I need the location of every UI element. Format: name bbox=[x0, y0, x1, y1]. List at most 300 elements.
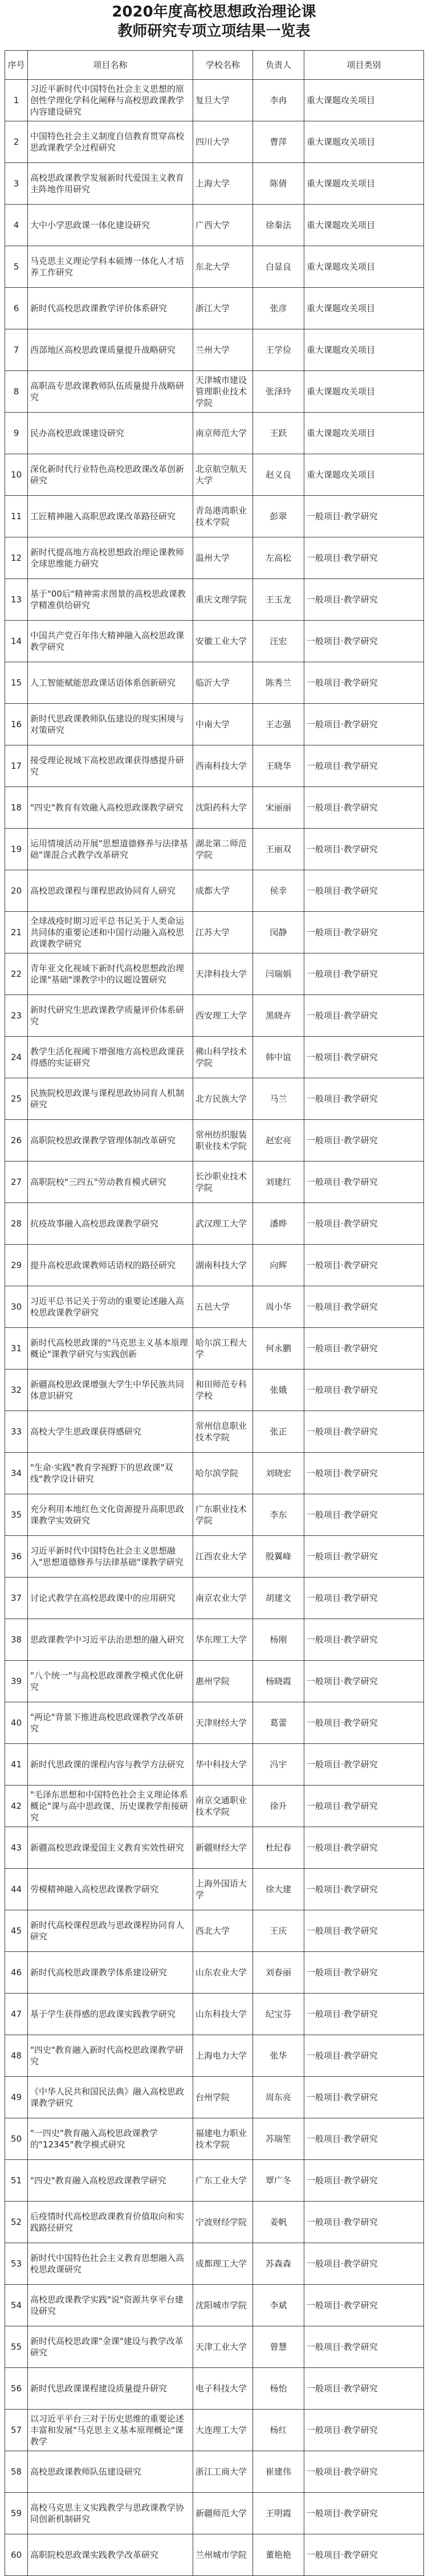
cell-school: 上海外国语大学 bbox=[193, 1869, 253, 1910]
table-row bbox=[5, 413, 424, 454]
table-row bbox=[5, 829, 424, 870]
table-row bbox=[5, 2534, 424, 2576]
cell-project-name: 新疆高校思政课爱国主义教育实效性研究 bbox=[28, 1827, 193, 1869]
cell-project-name: 思政课教学中习近平法治思想的融入研究 bbox=[28, 1619, 193, 1661]
cell-person: 白显良 bbox=[253, 246, 304, 288]
cell-no: 49 bbox=[5, 2077, 28, 2118]
cell-no: 17 bbox=[5, 745, 28, 787]
cell-school: 惠州学院 bbox=[193, 1661, 253, 1702]
cell-project-name: 人工智能赋能思政课话语体系创新研究 bbox=[28, 662, 193, 704]
cell-project-name: 习近平新时代中国特色社会主义思想的原创性学理化学科化阐释与高校思政课教学内容建设研究 bbox=[28, 80, 193, 121]
cell-category: 一般项目·教学研究 bbox=[304, 1786, 424, 1827]
table-row bbox=[5, 1619, 424, 1661]
cell-no: 33 bbox=[5, 1411, 28, 1453]
cell-no: 19 bbox=[5, 829, 28, 870]
table-row bbox=[5, 2368, 424, 2410]
cell-project-name: 新时代高校思政课教学评价体系研究 bbox=[28, 288, 193, 329]
cell-category: 一般项目·教学研究 bbox=[304, 621, 424, 662]
cell-category: 一般项目·教学研究 bbox=[304, 1120, 424, 1161]
cell-category: 重大课题攻关项目 bbox=[304, 329, 424, 371]
table-row bbox=[5, 2077, 424, 2118]
cell-project-name: 新时代高校课程思政与思政课程协同育人研究 bbox=[28, 1910, 193, 1952]
cell-person: 冯宇 bbox=[253, 1744, 304, 1786]
cell-category: 一般项目·教学研究 bbox=[304, 1245, 424, 1286]
table-row bbox=[5, 1245, 424, 1286]
cell-category: 一般项目·教学研究 bbox=[304, 1827, 424, 1869]
cell-category: 一般项目·教学研究 bbox=[304, 1161, 424, 1203]
table-row bbox=[5, 2451, 424, 2493]
cell-person: 王晓华 bbox=[253, 745, 304, 787]
header-person: 负责人 bbox=[253, 51, 304, 80]
cell-project-name: 劳模精神融入高校思政课教学研究 bbox=[28, 1869, 193, 1910]
cell-category: 一般项目·教学研究 bbox=[304, 1994, 424, 2035]
cell-category: 一般项目·教学研究 bbox=[304, 787, 424, 829]
table-row bbox=[5, 2035, 424, 2077]
cell-person: 张彦 bbox=[253, 288, 304, 329]
cell-project-name: 运用情境活动开展"思想道德修养与法律基础"课混合式教学改革研究 bbox=[28, 829, 193, 870]
cell-project-name: 大中小学思政课一体化建设研究 bbox=[28, 205, 193, 246]
cell-no: 23 bbox=[5, 995, 28, 1037]
cell-category: 一般项目·教学研究 bbox=[304, 1037, 424, 1078]
cell-category: 一般项目·教学研究 bbox=[304, 745, 424, 787]
cell-school: 佛山科学技术学院 bbox=[193, 1037, 253, 1078]
cell-school: 沈阳药科大学 bbox=[193, 787, 253, 829]
cell-school: 电子科技大学 bbox=[193, 2368, 253, 2410]
cell-school: 大连理工大学 bbox=[193, 2410, 253, 2451]
cell-category: 一般项目·教学研究 bbox=[304, 1619, 424, 1661]
cell-school: 天津财经大学 bbox=[193, 1702, 253, 1744]
cell-no: 34 bbox=[5, 1453, 28, 1494]
cell-school: 东北大学 bbox=[193, 246, 253, 288]
cell-person: 徐升 bbox=[253, 1786, 304, 1827]
cell-category: 一般项目·教学研究 bbox=[304, 1578, 424, 1619]
cell-project-name: 接受理论视域下高校思政课获得感提升研究 bbox=[28, 745, 193, 787]
header-project-name: 项目名称 bbox=[28, 51, 193, 80]
cell-no: 20 bbox=[5, 870, 28, 912]
cell-project-name: 新疆高校思政课增强大学生中华民族共同体意识研究 bbox=[28, 1369, 193, 1411]
cell-project-name: 工匠精神融入高职思政课改革路径研究 bbox=[28, 496, 193, 537]
cell-school: 福建电力职业技术学院 bbox=[193, 2118, 253, 2160]
cell-project-name: "四史"教育有效融入高校思政课教学研究 bbox=[28, 787, 193, 829]
cell-person: 张泽玲 bbox=[253, 371, 304, 413]
cell-person: 陈倩 bbox=[253, 163, 304, 205]
cell-no: 53 bbox=[5, 2243, 28, 2285]
cell-category: 一般项目·教学研究 bbox=[304, 1952, 424, 1994]
cell-no: 7 bbox=[5, 329, 28, 371]
cell-no: 11 bbox=[5, 496, 28, 537]
cell-category: 重大课题攻关项目 bbox=[304, 246, 424, 288]
cell-person: 苏瑞笙 bbox=[253, 2118, 304, 2160]
cell-school: 华东理工大学 bbox=[193, 1619, 253, 1661]
table-row bbox=[5, 1952, 424, 1994]
cell-school: 武汉理工大学 bbox=[193, 1203, 253, 1245]
cell-category: 重大课题攻关项目 bbox=[304, 454, 424, 496]
cell-project-name: "八个统一"与高校思政课教学模式优化研究 bbox=[28, 1661, 193, 1702]
cell-school: 天津工业大学 bbox=[193, 2326, 253, 2368]
cell-person: 王跃 bbox=[253, 413, 304, 454]
cell-no: 55 bbox=[5, 2326, 28, 2368]
cell-person: 刘春丽 bbox=[253, 1952, 304, 1994]
table-row bbox=[5, 1994, 424, 2035]
cell-project-name: "两论"背景下推进高校思政课教学改革研究 bbox=[28, 1702, 193, 1744]
cell-school: 上海电力大学 bbox=[193, 2035, 253, 2077]
cell-project-name: 新时代研究生思政课教学质量评价体系研究 bbox=[28, 995, 193, 1037]
cell-no: 9 bbox=[5, 413, 28, 454]
cell-category: 重大课题攻关项目 bbox=[304, 80, 424, 121]
cell-category: 一般项目·教学研究 bbox=[304, 2243, 424, 2285]
cell-school: 台州学院 bbox=[193, 2077, 253, 2118]
table-header-row bbox=[5, 51, 424, 80]
cell-no: 41 bbox=[5, 1744, 28, 1786]
cell-school: 西安理工大学 bbox=[193, 995, 253, 1037]
cell-no: 47 bbox=[5, 1994, 28, 2035]
cell-category: 一般项目·教学研究 bbox=[304, 2368, 424, 2410]
table-row bbox=[5, 1453, 424, 1494]
cell-category: 一般项目·教学研究 bbox=[304, 1536, 424, 1578]
cell-person: 宋丽丽 bbox=[253, 787, 304, 829]
table-row bbox=[5, 995, 424, 1037]
cell-category: 一般项目·教学研究 bbox=[304, 2077, 424, 2118]
header-category: 项目类别 bbox=[304, 51, 424, 80]
table-row bbox=[5, 1411, 424, 1453]
cell-person: 王志强 bbox=[253, 704, 304, 745]
cell-no: 12 bbox=[5, 537, 28, 579]
cell-school: 浙江大学 bbox=[193, 288, 253, 329]
cell-project-name: 高校大学生思政课获得感研究 bbox=[28, 1411, 193, 1453]
table-row bbox=[5, 329, 424, 371]
cell-category: 一般项目·教学研究 bbox=[304, 2118, 424, 2160]
cell-school: 成都大学 bbox=[193, 870, 253, 912]
cell-category: 重大课题攻关项目 bbox=[304, 288, 424, 329]
cell-school: 重庆文理学院 bbox=[193, 579, 253, 621]
cell-category: 重大课题攻关项目 bbox=[304, 413, 424, 454]
cell-project-name: "四史"教育融入新时代高校思政课教学研究 bbox=[28, 2035, 193, 2077]
table-row bbox=[5, 912, 424, 953]
cell-no: 25 bbox=[5, 1078, 28, 1120]
cell-project-name: 高校马克思主义实践教学与思政课教学协同创新机制研究 bbox=[28, 2493, 193, 2534]
cell-school: 广东职业技术学院 bbox=[193, 1494, 253, 1536]
cell-school: 常州信息职业技术学院 bbox=[193, 1411, 253, 1453]
cell-person: 葛蕾 bbox=[253, 1702, 304, 1744]
cell-category: 一般项目·教学研究 bbox=[304, 537, 424, 579]
table-row bbox=[5, 1078, 424, 1120]
cell-no: 5 bbox=[5, 246, 28, 288]
table-row bbox=[5, 745, 424, 787]
cell-school: 温州大学 bbox=[193, 537, 253, 579]
cell-school: 长沙职业技术学院 bbox=[193, 1161, 253, 1203]
table-row bbox=[5, 1161, 424, 1203]
table-row bbox=[5, 1578, 424, 1619]
cell-school: 新疆财经大学 bbox=[193, 1827, 253, 1869]
table-row bbox=[5, 2493, 424, 2534]
cell-school: 上海大学 bbox=[193, 163, 253, 205]
cell-no: 22 bbox=[5, 953, 28, 995]
cell-category: 一般项目·教学研究 bbox=[304, 1203, 424, 1245]
cell-no: 2 bbox=[5, 121, 28, 163]
table-row bbox=[5, 704, 424, 745]
cell-project-name: 新时代思政课教师队伍建设的现实困境与对策研究 bbox=[28, 704, 193, 745]
cell-school: 江苏大学 bbox=[193, 912, 253, 953]
cell-person: 闵静 bbox=[253, 912, 304, 953]
cell-person: 覃广冬 bbox=[253, 2160, 304, 2202]
cell-project-name: 中国特色社会主义制度自信教育贯穿高校思政课教学全过程研究 bbox=[28, 121, 193, 163]
cell-person: 徐大建 bbox=[253, 1869, 304, 1910]
cell-person: 杨晓霞 bbox=[253, 1661, 304, 1702]
cell-project-name: 基于"00后"精神需求图景的高校思政课教学精准供给研究 bbox=[28, 579, 193, 621]
cell-no: 46 bbox=[5, 1952, 28, 1994]
cell-no: 54 bbox=[5, 2285, 28, 2326]
cell-person: 张正 bbox=[253, 1411, 304, 1453]
cell-person: 侯幸 bbox=[253, 870, 304, 912]
cell-no: 35 bbox=[5, 1494, 28, 1536]
cell-person: 王庆 bbox=[253, 1910, 304, 1952]
cell-project-name: 中国共产党百年伟大精神融入高校思政课教学研究 bbox=[28, 621, 193, 662]
cell-no: 29 bbox=[5, 1245, 28, 1286]
cell-project-name: 新时代高校思政课教学体系建设研究 bbox=[28, 1952, 193, 1994]
table-row bbox=[5, 288, 424, 329]
cell-person: 赵宏亮 bbox=[253, 1120, 304, 1161]
table-row bbox=[5, 163, 424, 205]
table-row bbox=[5, 371, 424, 413]
cell-person: 刘建红 bbox=[253, 1161, 304, 1203]
table-row bbox=[5, 662, 424, 704]
cell-school: 成都理工大学 bbox=[193, 2243, 253, 2285]
cell-category: 一般项目·教学研究 bbox=[304, 829, 424, 870]
cell-person: 刘晓宏 bbox=[253, 1453, 304, 1494]
cell-no: 57 bbox=[5, 2410, 28, 2451]
cell-person: 黑晓卉 bbox=[253, 995, 304, 1037]
cell-no: 59 bbox=[5, 2493, 28, 2534]
cell-school: 哈尔滨学院 bbox=[193, 1453, 253, 1494]
cell-project-name: 青年亚文化视域下新时代高校思想政治理论课"基础"课教学中的议题设置研究 bbox=[28, 953, 193, 995]
cell-person: 闫瑞娟 bbox=[253, 953, 304, 995]
cell-school: 复旦大学 bbox=[193, 80, 253, 121]
cell-category: 重大课题攻关项目 bbox=[304, 163, 424, 205]
cell-no: 56 bbox=[5, 2368, 28, 2410]
cell-no: 52 bbox=[5, 2202, 28, 2243]
cell-category: 重大课题攻关项目 bbox=[304, 205, 424, 246]
cell-school: 新疆师范大学 bbox=[193, 2493, 253, 2534]
cell-school: 山东农业大学 bbox=[193, 1952, 253, 1994]
cell-project-name: 充分利用本地红色文化资源提升高职思政课教学实效研究 bbox=[28, 1494, 193, 1536]
cell-school: 北方民族大学 bbox=[193, 1078, 253, 1120]
cell-category: 一般项目·教学研究 bbox=[304, 953, 424, 995]
cell-person: 张娥 bbox=[253, 1369, 304, 1411]
cell-project-name: 新时代提高地方高校思想政治理论课教师全球思维能力研究 bbox=[28, 537, 193, 579]
cell-person: 王丽双 bbox=[253, 829, 304, 870]
cell-person: 徐秦法 bbox=[253, 205, 304, 246]
cell-no: 39 bbox=[5, 1661, 28, 1702]
cell-school: 湖北第二师范学院 bbox=[193, 829, 253, 870]
table-row bbox=[5, 2160, 424, 2202]
cell-project-name: 深化新时代行业特色高校思政课改革创新研究 bbox=[28, 454, 193, 496]
title-line-2: 教师研究专项立项结果一览表 bbox=[117, 23, 311, 40]
title-line-1: 2020年度高校思想政治理论课 bbox=[112, 3, 316, 21]
cell-school: 五邑大学 bbox=[193, 1286, 253, 1328]
header-school: 学校名称 bbox=[193, 51, 253, 80]
cell-project-name: 高校思政课程与课程思政协同育人研究 bbox=[28, 870, 193, 912]
cell-person: 苏森森 bbox=[253, 2243, 304, 2285]
cell-no: 1 bbox=[5, 80, 28, 121]
cell-project-name: 高职院校思政课实践教学改革研究 bbox=[28, 2534, 193, 2576]
cell-project-name: "毛泽东思想和中国特色社会主义理论体系概论"课与高中思政课、历史课教学衔接研究 bbox=[28, 1786, 193, 1827]
table-row bbox=[5, 537, 424, 579]
table-row bbox=[5, 2285, 424, 2326]
header-no: 序号 bbox=[5, 51, 28, 80]
cell-category: 一般项目·教学研究 bbox=[304, 496, 424, 537]
table-row bbox=[5, 1744, 424, 1786]
cell-project-name: 基于学生获得感的思政课实践教学研究 bbox=[28, 1994, 193, 2035]
cell-person: 曾慧 bbox=[253, 2326, 304, 2368]
cell-person: 董艳艳 bbox=[253, 2534, 304, 2576]
cell-person: 王玉龙 bbox=[253, 579, 304, 621]
cell-person: 李斌 bbox=[253, 2285, 304, 2326]
cell-no: 44 bbox=[5, 1869, 28, 1910]
cell-project-name: 高职高专思政课教师队伍质量提升战略研究 bbox=[28, 371, 193, 413]
cell-no: 31 bbox=[5, 1328, 28, 1369]
cell-project-name: "生命·实践"教育学视野下的思政课"双线"教学设计研究 bbox=[28, 1453, 193, 1494]
cell-category: 一般项目·教学研究 bbox=[304, 2534, 424, 2576]
cell-category: 一般项目·教学研究 bbox=[304, 2410, 424, 2451]
cell-no: 48 bbox=[5, 2035, 28, 2077]
cell-category: 一般项目·教学研究 bbox=[304, 2326, 424, 2368]
cell-no: 28 bbox=[5, 1203, 28, 1245]
table-row bbox=[5, 205, 424, 246]
table-row bbox=[5, 2202, 424, 2243]
cell-school: 西北大学 bbox=[193, 1910, 253, 1952]
cell-person: 李冉 bbox=[253, 80, 304, 121]
cell-no: 42 bbox=[5, 1786, 28, 1827]
cell-category: 一般项目·教学研究 bbox=[304, 579, 424, 621]
cell-school: 宁波财经学院 bbox=[193, 2202, 253, 2243]
cell-school: 沈阳城市学院 bbox=[193, 2285, 253, 2326]
cell-category: 一般项目·教学研究 bbox=[304, 1369, 424, 1411]
cell-category: 一般项目·教学研究 bbox=[304, 1411, 424, 1453]
cell-no: 60 bbox=[5, 2534, 28, 2576]
table-row bbox=[5, 2118, 424, 2160]
table-row bbox=[5, 953, 424, 995]
cell-no: 58 bbox=[5, 2451, 28, 2493]
cell-school: 浙江工商大学 bbox=[193, 2451, 253, 2493]
cell-school: 华中科技大学 bbox=[193, 1744, 253, 1786]
cell-school: 山东科技大学 bbox=[193, 1994, 253, 2035]
cell-person: 向辉 bbox=[253, 1245, 304, 1286]
cell-person: 左高松 bbox=[253, 537, 304, 579]
table-row bbox=[5, 246, 424, 288]
cell-person: 殷翼峰 bbox=[253, 1536, 304, 1578]
cell-school: 南京农业大学 bbox=[193, 1578, 253, 1619]
cell-project-name: 习近平总书记关于劳动的重要论述融入高校思政课教学研究 bbox=[28, 1286, 193, 1328]
cell-school: 兰州城市学院 bbox=[193, 2534, 253, 2576]
cell-person: 陈秀兰 bbox=[253, 662, 304, 704]
table-row bbox=[5, 1369, 424, 1411]
cell-no: 21 bbox=[5, 912, 28, 953]
cell-category: 一般项目·教学研究 bbox=[304, 1078, 424, 1120]
cell-school: 北京航空航天大学 bbox=[193, 454, 253, 496]
cell-project-name: 民办高校思政课建设研究 bbox=[28, 413, 193, 454]
cell-project-name: 教学生活化视阈下增强地方高校思政课获得感的实证研究 bbox=[28, 1037, 193, 1078]
table-row bbox=[5, 579, 424, 621]
cell-school: 中南大学 bbox=[193, 704, 253, 745]
cell-school: 哈尔滨工程大学 bbox=[193, 1328, 253, 1369]
cell-school: 南京交通职业技术学院 bbox=[193, 1786, 253, 1827]
cell-project-name: 以习近平平台三对于历史思维的重要论述丰富和发展"马克思主义基本原理概论"课教学 bbox=[28, 2410, 193, 2451]
cell-no: 14 bbox=[5, 621, 28, 662]
cell-category: 一般项目·教学研究 bbox=[304, 2035, 424, 2077]
table-row bbox=[5, 496, 424, 537]
cell-category: 一般项目·教学研究 bbox=[304, 1702, 424, 1744]
cell-person: 杨怡 bbox=[253, 2368, 304, 2410]
cell-category: 重大课题攻关项目 bbox=[304, 371, 424, 413]
cell-project-name: 高职院校"三四五"劳动教育模式研究 bbox=[28, 1161, 193, 1203]
cell-no: 51 bbox=[5, 2160, 28, 2202]
cell-school: 西南科技大学 bbox=[193, 745, 253, 787]
table-row bbox=[5, 1203, 424, 1245]
cell-project-name: 高校思政课教学实践"说"资源共享平台建设研究 bbox=[28, 2285, 193, 2326]
cell-project-name: 提升高校思政课教师话语权的路径研究 bbox=[28, 1245, 193, 1286]
cell-person: 赵义良 bbox=[253, 454, 304, 496]
cell-person: 周小华 bbox=[253, 1286, 304, 1328]
table-row bbox=[5, 1702, 424, 1744]
table-row bbox=[5, 787, 424, 829]
cell-no: 15 bbox=[5, 662, 28, 704]
cell-project-name: 新时代思政课的课程内容与教学方法研究 bbox=[28, 1744, 193, 1786]
cell-category: 一般项目·教学研究 bbox=[304, 1328, 424, 1369]
cell-project-name: 新时代思政课课程建设质量提升研究 bbox=[28, 2368, 193, 2410]
cell-person: 杨红 bbox=[253, 2410, 304, 2451]
table-row bbox=[5, 1494, 424, 1536]
cell-category: 一般项目·教学研究 bbox=[304, 912, 424, 953]
cell-no: 6 bbox=[5, 288, 28, 329]
cell-project-name: 讨论式教学在高校思政课中的应用研究 bbox=[28, 1578, 193, 1619]
cell-no: 32 bbox=[5, 1369, 28, 1411]
title-block bbox=[0, 0, 428, 43]
cell-no: 27 bbox=[5, 1161, 28, 1203]
cell-person: 李东 bbox=[253, 1494, 304, 1536]
table-row bbox=[5, 870, 424, 912]
cell-category: 一般项目·教学研究 bbox=[304, 1494, 424, 1536]
cell-category: 一般项目·教学研究 bbox=[304, 2493, 424, 2534]
cell-project-name: 后疫情时代高校思政课教育价值取向和实践路径研究 bbox=[28, 2202, 193, 2243]
cell-category: 一般项目·教学研究 bbox=[304, 2160, 424, 2202]
cell-project-name: 《中华人民共和国民法典》融入高校思政课教学研究 bbox=[28, 2077, 193, 2118]
cell-category: 一般项目·教学研究 bbox=[304, 1453, 424, 1494]
cell-school: 常州纺织服装职业技术学院 bbox=[193, 1120, 253, 1161]
cell-project-name: 民族院校思政课与课程思政协同育人机制研究 bbox=[28, 1078, 193, 1120]
cell-category: 一般项目·教学研究 bbox=[304, 2285, 424, 2326]
cell-category: 一般项目·教学研究 bbox=[304, 1869, 424, 1910]
cell-no: 37 bbox=[5, 1578, 28, 1619]
cell-project-name: "四史"教育融入高校思政课教学研究 bbox=[28, 2160, 193, 2202]
cell-category: 重大课题攻关项目 bbox=[304, 121, 424, 163]
cell-project-name: 抗疫故事融入高校思政课教学研究 bbox=[28, 1203, 193, 1245]
cell-project-name: 高校思政课教师队伍建设研究 bbox=[28, 2451, 193, 2493]
table-row bbox=[5, 1536, 424, 1578]
cell-project-name: 新时代高校思政课的"马克思主义基本原理概论"课教学研究与实践创新 bbox=[28, 1328, 193, 1369]
cell-person: 王学俭 bbox=[253, 329, 304, 371]
table-row bbox=[5, 1910, 424, 1952]
cell-project-name: 马克思主义理论学科本硕博一体化人才培养工作研究 bbox=[28, 246, 193, 288]
cell-person: 杜纪春 bbox=[253, 1827, 304, 1869]
cell-school: 江西农业大学 bbox=[193, 1536, 253, 1578]
cell-school: 青岛港湾职业技术学院 bbox=[193, 496, 253, 537]
table-row bbox=[5, 1786, 424, 1827]
cell-school: 四川大学 bbox=[193, 121, 253, 163]
results-table bbox=[5, 50, 424, 2576]
cell-project-name: 习近平新时代中国特色社会主义思想融入"思想道德修养与法律基础"课教学研究 bbox=[28, 1536, 193, 1578]
cell-school: 临沂大学 bbox=[193, 662, 253, 704]
cell-person: 纪宝芬 bbox=[253, 1994, 304, 2035]
